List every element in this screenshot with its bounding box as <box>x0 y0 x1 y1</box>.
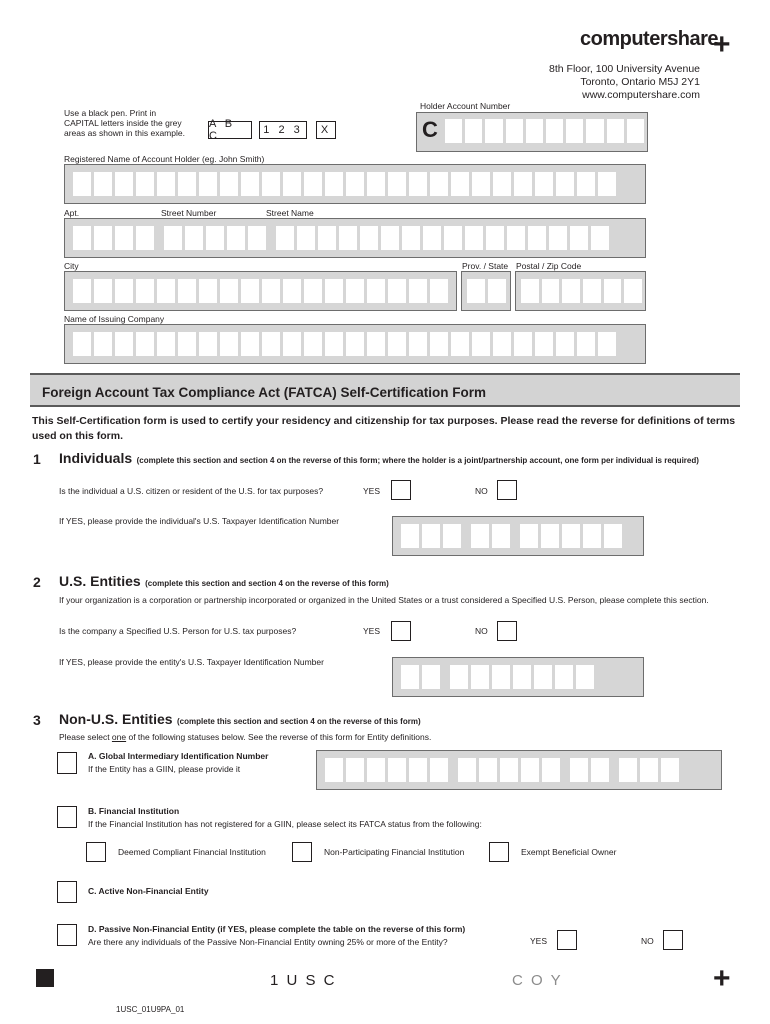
company-address <box>549 63 700 102</box>
section-2-no-label: NO <box>475 626 488 636</box>
prov-state-field[interactable] <box>461 271 511 311</box>
section-2-description: If your organization is a corporation or partnership incorporated or organized in the United States or a trust considered a Specified U.S. Person, please complete this section. <box>59 595 709 605</box>
section-3-heading <box>59 711 421 729</box>
footer-code-1: 1 U S C <box>270 972 337 989</box>
street-name-label: Street Name <box>266 208 314 218</box>
option-a-description: If the Entity has a GIIN, please provide it <box>88 764 241 774</box>
option-d-no-label: NO <box>641 936 654 946</box>
registration-mark-bottom: + <box>713 962 731 995</box>
address-line-2: Toronto, Ontario M5J 2Y1 <box>580 76 700 88</box>
registered-name-field[interactable] <box>64 164 646 204</box>
section-1-question: Is the individual a U.S. citizen or resident of the U.S. for tax purposes? <box>59 486 324 496</box>
apt-label: Apt. <box>64 208 80 218</box>
section-1-heading <box>59 450 699 468</box>
registered-name-label: Registered Name of Account Holder (eg. John Smith) <box>64 154 265 164</box>
option-d-description: Are there any individuals of the Passive Non-Financial Entity owning 25% or more of the Entity? <box>88 937 448 947</box>
address-line-3: www.computershare.com <box>582 89 700 101</box>
section-2-title: U.S. Entities <box>59 573 141 589</box>
registration-square <box>36 969 54 987</box>
instructions-line-2: CAPITAL letters inside the grey <box>64 118 182 128</box>
example-x: X <box>316 121 336 139</box>
instructions-line-1: Use a black pen. Print in <box>64 108 157 118</box>
city-field[interactable] <box>64 271 457 311</box>
option-c-title: C. Active Non-Financial Entity <box>88 886 209 896</box>
street-number-label: Street Number <box>161 208 217 218</box>
city-label: City <box>64 261 79 271</box>
banner-title: Foreign Account Tax Compliance Act (FATCA) Self-Certification Form <box>42 385 487 400</box>
address-field[interactable] <box>64 218 646 258</box>
section-3-number: 3 <box>33 712 41 728</box>
address-line-1: 8th Floor, 100 University Avenue <box>549 63 700 75</box>
section-1-note: (complete this section and section 4 on the reverse of this form; where the holder is a joint/partnership account, one form per individual is required) <box>136 456 699 465</box>
fatca-banner <box>30 373 740 407</box>
deemed-compliant-checkbox[interactable] <box>86 842 106 862</box>
section-3-note: (complete this section and section 4 on the reverse of this form) <box>177 717 421 726</box>
non-participating-label: Non-Participating Financial Institution <box>324 847 465 857</box>
giin-field[interactable] <box>316 750 722 790</box>
section-3-desc-pre: Please select <box>59 732 112 742</box>
holder-account-field[interactable] <box>416 112 648 152</box>
option-d-title: D. Passive Non-Financial Entity (if YES, please complete the table on the reverse of this form) <box>88 924 466 934</box>
issuing-company-label: Name of Issuing Company <box>64 314 165 324</box>
option-c-checkbox[interactable] <box>57 881 77 903</box>
section-2-yes-label: YES <box>363 626 381 636</box>
section-2-tin-label: If YES, please provide the entity's U.S. Taxpayer Identification Number <box>59 657 324 667</box>
example-digits: 1 2 3 <box>259 121 307 139</box>
holder-prefix: C <box>422 117 438 142</box>
intro-text: This Self-Certification form is used to certify your residency and citizenship for tax purposes. Please read the reverse for definitions of terms used on this form. <box>32 415 736 442</box>
prov-state-label: Prov. / State <box>462 261 509 271</box>
section-2-no-checkbox[interactable] <box>497 621 517 641</box>
section-1-tin-field[interactable] <box>392 516 644 556</box>
option-d-no-checkbox[interactable] <box>663 930 683 950</box>
footer-code-2: C O Y <box>512 972 563 989</box>
section-2-tin-field[interactable] <box>392 657 644 697</box>
option-b-checkbox[interactable] <box>57 806 77 828</box>
example-letters: A B C <box>208 121 252 139</box>
section-1-tin-label: If YES, please provide the individual's U.S. Taxpayer Identification Number <box>59 516 340 526</box>
section-1-yes-label: YES <box>363 486 381 496</box>
section-1-yes-checkbox[interactable] <box>391 480 411 500</box>
holder-account-label: Holder Account Number <box>420 101 511 111</box>
instructions-line-3: areas as shown in this example. <box>64 128 185 138</box>
option-b-description: If the Financial Institution has not registered for a GIIN, please select its FATCA status from the following: <box>88 819 482 829</box>
form-id: 1USC_01U9PA_01 <box>116 1005 185 1014</box>
section-2-question: Is the company a Specified U.S. Person for U.S. tax purposes? <box>59 626 297 636</box>
instructions <box>64 108 185 138</box>
postal-label: Postal / Zip Code <box>516 261 582 271</box>
option-a-title: A. Global Intermediary Identification Number <box>88 751 269 761</box>
section-1-no-label: NO <box>475 486 488 496</box>
postal-field[interactable] <box>515 271 646 311</box>
section-1-title: Individuals <box>59 450 133 466</box>
computershare-logo: computershare <box>580 28 718 50</box>
section-2-heading <box>59 573 389 591</box>
section-2-note: (complete this section and section 4 on the reverse of this form) <box>145 579 389 588</box>
registration-mark-top: + <box>713 28 731 61</box>
issuing-company-field[interactable] <box>64 324 646 364</box>
exempt-beneficial-checkbox[interactable] <box>489 842 509 862</box>
section-2-number: 2 <box>33 574 41 590</box>
section-3-desc-post: of the following statuses below. See the reverse of this form for Entity definitions. <box>126 732 432 742</box>
exempt-beneficial-label: Exempt Beneficial Owner <box>521 847 617 857</box>
option-d-checkbox[interactable] <box>57 924 77 946</box>
option-b-title: B. Financial Institution <box>88 806 180 816</box>
section-1-number: 1 <box>33 451 41 467</box>
section-3-description <box>59 732 431 742</box>
option-d-yes-checkbox[interactable] <box>557 930 577 950</box>
section-1-no-checkbox[interactable] <box>497 480 517 500</box>
deemed-compliant-label: Deemed Compliant Financial Institution <box>118 847 266 857</box>
option-d-yes-label: YES <box>530 936 548 946</box>
non-participating-checkbox[interactable] <box>292 842 312 862</box>
section-2-yes-checkbox[interactable] <box>391 621 411 641</box>
section-3-title: Non-U.S. Entities <box>59 711 173 727</box>
section-3-desc-one: one <box>111 732 127 742</box>
option-a-checkbox[interactable] <box>57 752 77 774</box>
